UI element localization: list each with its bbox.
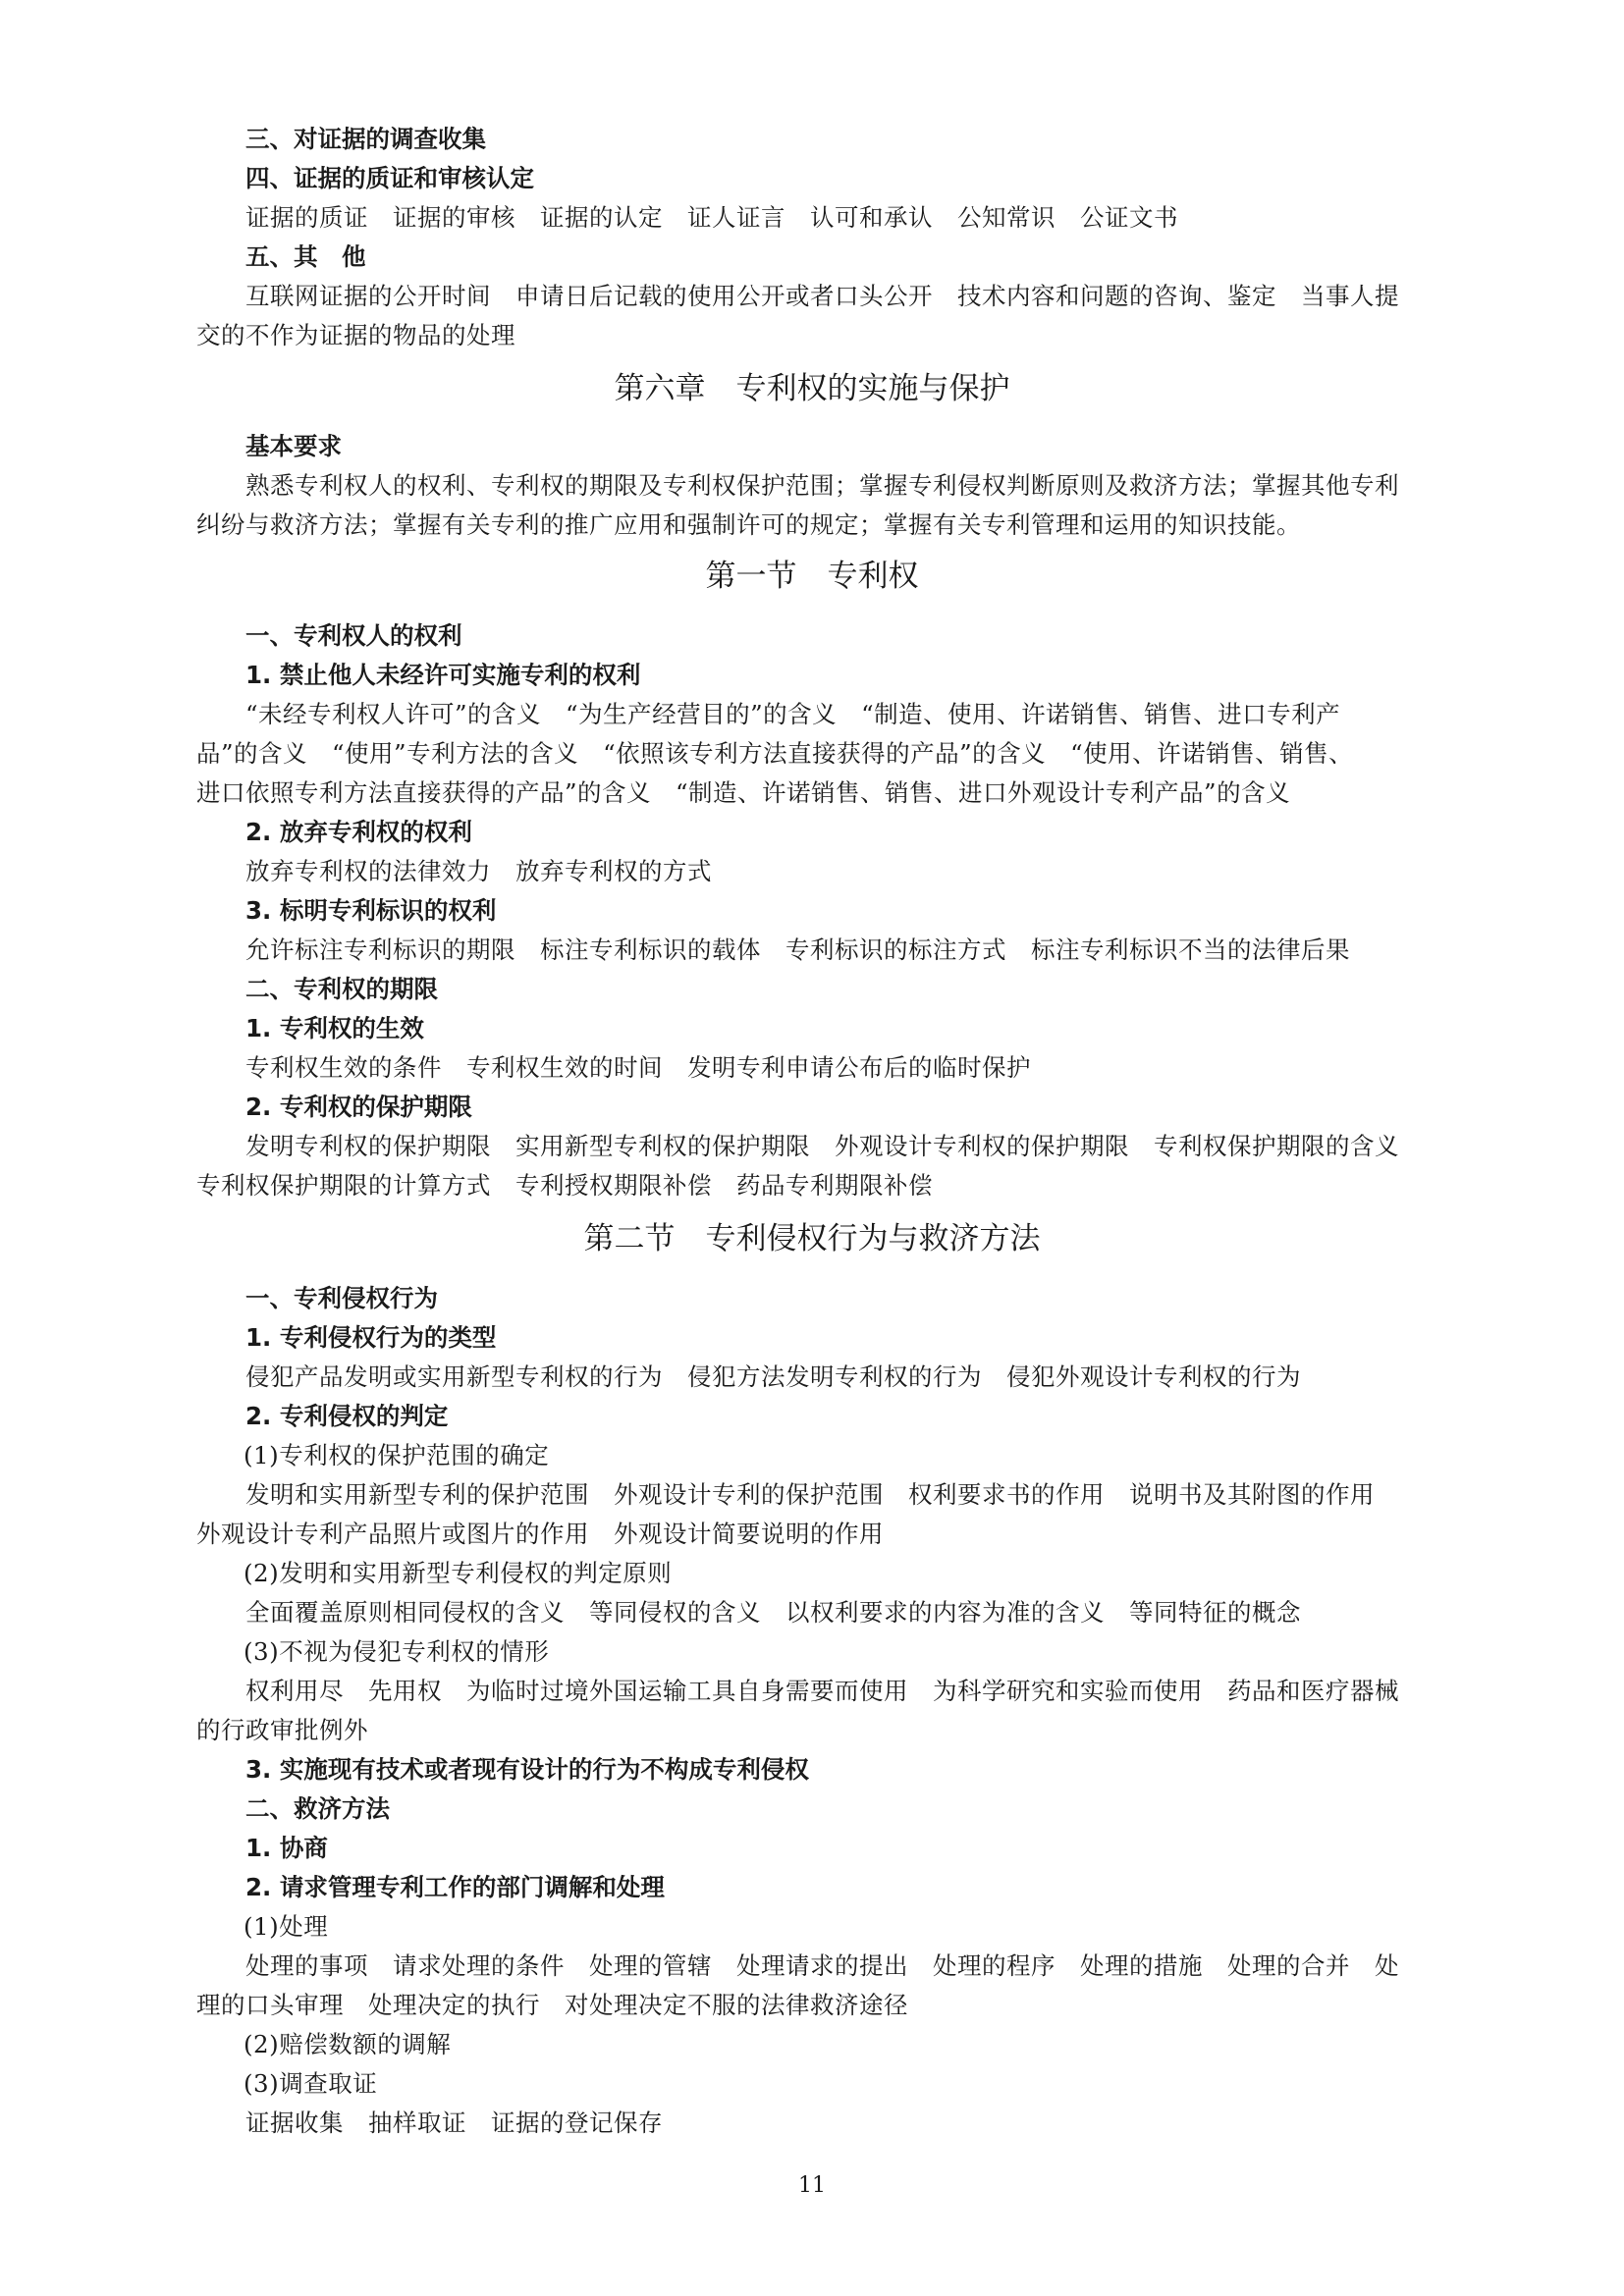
body-line: 外观设计专利产品照片或图片的作用 外观设计简要说明的作用	[196, 1520, 884, 1548]
subheading: 1. 协商	[245, 1834, 328, 1862]
body-line: 处理的事项 请求处理的条件 处理的管辖 处理请求的提出 处理的程序 处理的措施 处理的合并 处	[245, 1951, 1399, 1980]
body-line: “未经专利权人许可”的含义 “为生产经营目的”的含义 “制造、使用、许诺销售、销售、进口专利产	[245, 700, 1341, 728]
body-line: 的行政审批例外	[196, 1716, 368, 1744]
sub-item: (3)不视为侵犯专利权的情形	[244, 1637, 550, 1666]
page-number: 11	[798, 2173, 826, 2198]
subheading: 2. 请求管理专利工作的部门调解和处理	[245, 1873, 665, 1901]
heading-remedies: 二、救济方法	[245, 1794, 390, 1823]
sub-item: (3)调查取证	[244, 2069, 378, 2098]
subheading: 1. 专利权的生效	[245, 1014, 424, 1042]
section-one-title: 第一节 专利权	[705, 559, 919, 594]
sub-item: (1)处理	[244, 1912, 329, 1941]
section-heading-other: 五、其 他	[245, 242, 366, 271]
subheading: 3. 标明专利标识的权利	[245, 896, 497, 925]
body-line: 专利权生效的条件 专利权生效的时间 发明专利申请公布后的临时保护	[245, 1053, 1031, 1082]
body-line: 侵犯产品发明或实用新型专利权的行为 侵犯方法发明专利权的行为 侵犯外观设计专利权的行为	[245, 1362, 1301, 1391]
body-line: 权利用尽 先用权 为临时过境外国运输工具自身需要而使用 为科学研究和实验而使用 药品和医疗器械	[245, 1677, 1399, 1705]
section-heading-evidence-collection: 三、对证据的调查收集	[245, 125, 486, 153]
body-line: 发明专利权的保护期限 实用新型专利权的保护期限 外观设计专利权的保护期限 专利权保护期限的含义	[245, 1132, 1399, 1160]
body-line: 纠纷与救济方法；掌握有关专利的推广应用和强制许可的规定；掌握有关专利管理和运用的知识技能。	[196, 510, 1301, 539]
body-line: 证据收集 抽样取证 证据的登记保存	[245, 2109, 663, 2137]
body-line: 进口依照专利方法直接获得的产品”的含义 “制造、许诺销售、销售、进口外观设计专利产品”的含义	[196, 778, 1291, 807]
subheading: 2. 放弃专利权的权利	[245, 818, 472, 846]
body-line: 允许标注专利标识的期限 标注专利标识的载体 专利标识的标注方式 标注专利标识不当的法律后果	[245, 935, 1350, 964]
subheading: 2. 专利权的保护期限	[245, 1093, 472, 1121]
body-line: 互联网证据的公开时间 申请日后记载的使用公开或者口头公开 技术内容和问题的咨询、鉴定 当事人提	[245, 282, 1399, 310]
section-heading-evidence-examination: 四、证据的质证和审核认定	[245, 164, 534, 192]
body-line: 理的口头审理 处理决定的执行 对处理决定不服的法律救济途径	[196, 1991, 908, 2019]
body-line: 熟悉专利权人的权利、专利权的期限及专利权保护范围；掌握专利侵权判断原则及救济方法；掌握其他专利	[245, 471, 1399, 500]
body-line: 放弃专利权的法律效力 放弃专利权的方式	[245, 857, 712, 885]
subheading: 1. 禁止他人未经许可实施专利的权利	[245, 661, 641, 689]
body-line: 交的不作为证据的物品的处理	[196, 321, 515, 349]
body-line: 证据的质证 证据的审核 证据的认定 证人证言 认可和承认 公知常识 公证文书	[245, 203, 1178, 232]
body-line: 专利权保护期限的计算方式 专利授权期限补偿 药品专利期限补偿	[196, 1171, 933, 1200]
sub-item: (2)赔偿数额的调解	[244, 2030, 452, 2058]
basic-requirements-heading: 基本要求	[245, 432, 342, 460]
body-line: 全面覆盖原则相同侵权的含义 等同侵权的含义 以权利要求的内容为准的含义 等同特征的概念	[245, 1598, 1301, 1627]
sub-item: (1)专利权的保护范围的确定	[244, 1441, 550, 1469]
subheading: 2. 专利侵权的判定	[245, 1402, 449, 1430]
chapter-title: 第六章 专利权的实施与保护	[614, 371, 1010, 406]
heading-patent-term: 二、专利权的期限	[245, 975, 438, 1003]
subheading: 3. 实施现有技术或者现有设计的行为不构成专利侵权	[245, 1755, 809, 1784]
sub-item: (2)发明和实用新型专利侵权的判定原则	[244, 1559, 673, 1587]
section-two-title: 第二节 专利侵权行为与救济方法	[583, 1221, 1041, 1256]
heading-infringement: 一、专利侵权行为	[245, 1284, 438, 1312]
subheading: 1. 专利侵权行为的类型	[245, 1323, 497, 1352]
body-line: 品”的含义 “使用”专利方法的含义 “依照该专利方法直接获得的产品”的含义 “使用、许诺销售、销售、	[196, 739, 1354, 768]
heading-patentee-rights: 一、专利权人的权利	[245, 621, 462, 650]
body-line: 发明和实用新型专利的保护范围 外观设计专利的保护范围 权利要求书的作用 说明书及其附图的作用	[245, 1480, 1375, 1509]
